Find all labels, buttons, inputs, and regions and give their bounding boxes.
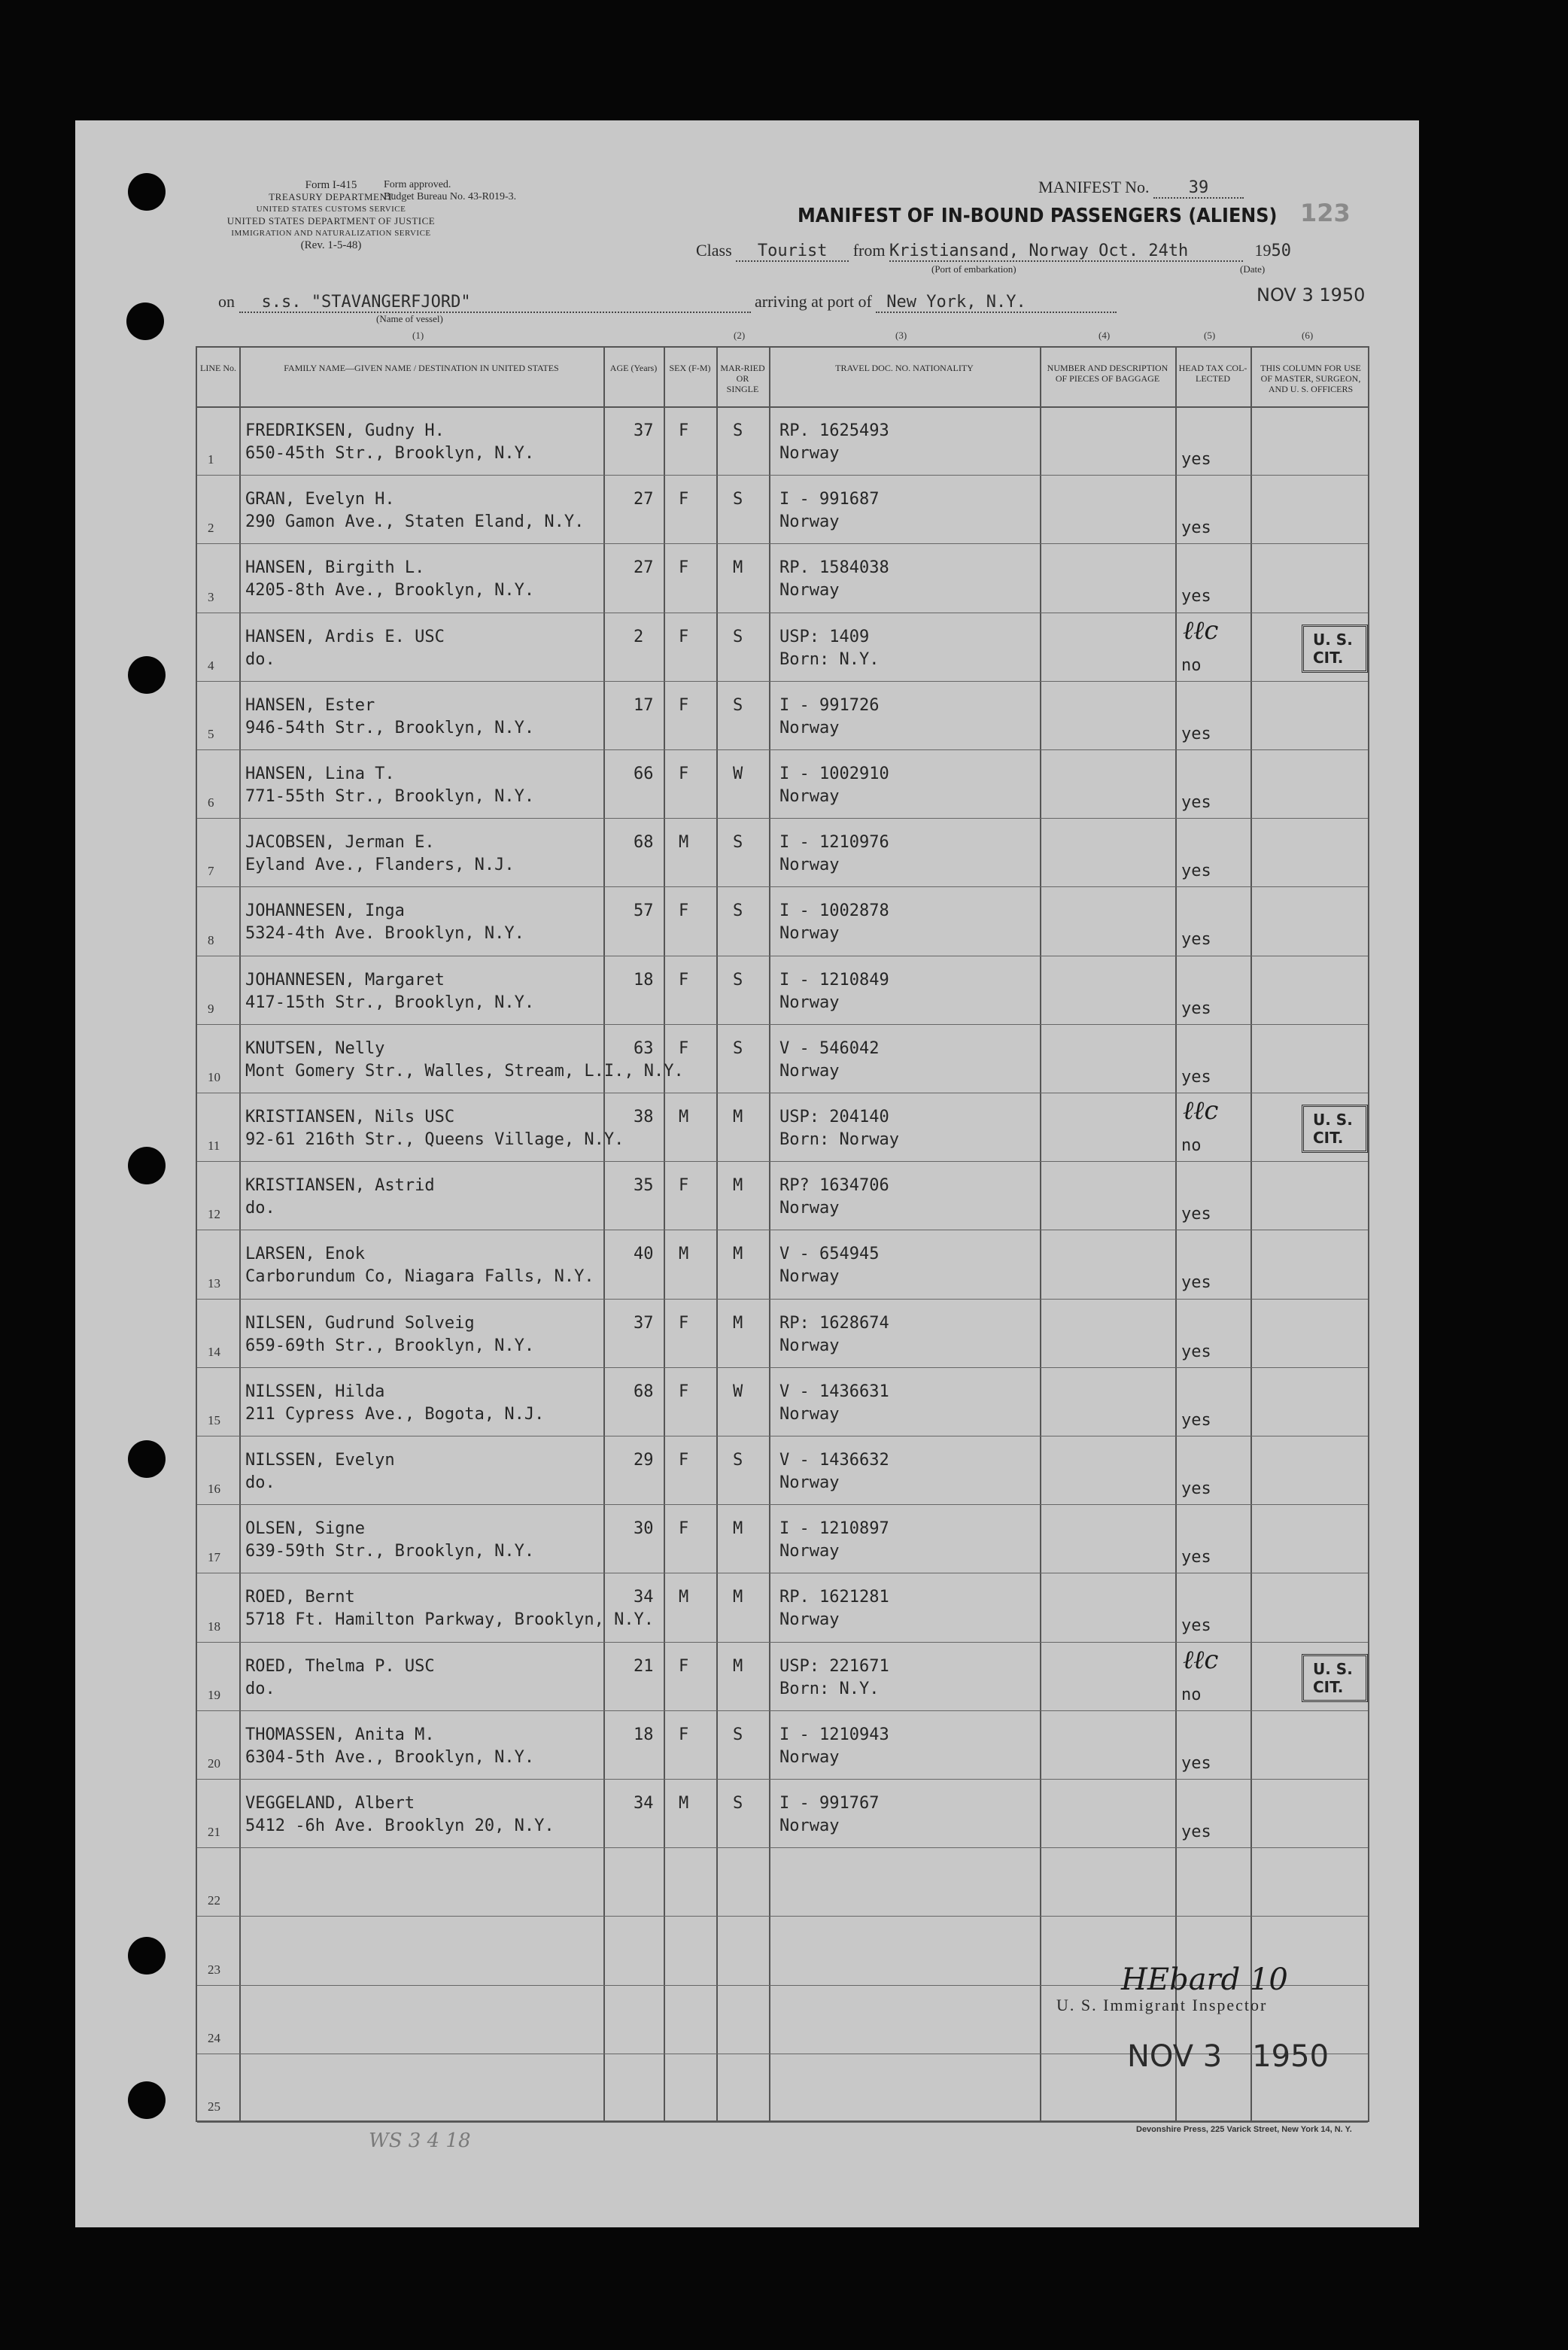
marital-status: S <box>733 490 743 509</box>
travel-document: V - 1436632 <box>779 1451 889 1470</box>
line-number: 14 <box>208 1344 220 1359</box>
age-value: 30 <box>634 1519 654 1539</box>
nationality: Norway <box>779 1816 840 1835</box>
sex-value: F <box>679 970 689 990</box>
treasury-department: TREASURY DEPARTMENT <box>269 191 394 202</box>
sex-value: F <box>679 1176 689 1196</box>
row-rule <box>197 1916 1368 1917</box>
line-number: 24 <box>208 2030 220 2045</box>
nationality: Norway <box>779 512 840 532</box>
form-number: Form I-415 <box>305 179 357 191</box>
destination-address: 290 Gamon Ave., Staten Eland, N.Y. <box>245 512 585 532</box>
column-header: FAMILY NAME—GIVEN NAME / DESTINATION IN UNITED STATES <box>284 363 559 373</box>
passenger-name: LARSEN, Enok <box>245 1245 365 1264</box>
travel-document: USP: 204140 <box>779 1108 889 1126</box>
row-rule <box>197 1642 1368 1643</box>
marital-status: S <box>733 901 743 921</box>
officer-initials: ℓℓc <box>1183 615 1219 646</box>
us-citizen-stamp: U. S. CIT. <box>1302 1105 1368 1153</box>
marital-status: M <box>733 1108 743 1126</box>
nationality: Born: Norway <box>779 1130 899 1149</box>
line-number: 3 <box>208 589 214 604</box>
row-rule <box>197 2122 1368 2123</box>
ins-service: IMMIGRATION AND NATURALIZATION SERVICE <box>231 229 431 238</box>
travel-document: I - 1210849 <box>779 970 889 990</box>
line-number: 1 <box>208 452 214 467</box>
nationality: Born: N.Y. <box>779 1679 880 1698</box>
line-number: 22 <box>208 1893 220 1908</box>
sex-value: F <box>679 421 689 440</box>
column-header: HEAD TAX COL-LECTED <box>1178 363 1247 384</box>
destination-address: 5324-4th Ave. Brooklyn, N.Y. <box>245 924 524 944</box>
date-stamp-year: 1950 <box>1252 2039 1329 2074</box>
destination-address: do. <box>245 1473 275 1492</box>
binder-hole <box>126 302 164 340</box>
column-divider <box>664 348 665 2120</box>
column-header: THIS COLUMN FOR USE OF MASTER, SURGEON, AND U. S. OFFICERS <box>1260 363 1361 394</box>
class-value: Tourist <box>736 242 849 262</box>
age-value: 40 <box>634 1245 654 1264</box>
marital-status: S <box>733 833 743 853</box>
line-number: 10 <box>208 1070 220 1084</box>
head-tax: yes <box>1181 1205 1211 1224</box>
binder-hole <box>128 173 166 211</box>
sex-value: M <box>679 1108 689 1126</box>
sex-value: F <box>679 1451 689 1470</box>
head-tax: yes <box>1181 930 1211 950</box>
age-value: 2 <box>634 627 644 646</box>
date-caption: (Date) <box>1240 263 1266 275</box>
sex-value: F <box>679 627 689 646</box>
nationality: Norway <box>779 993 840 1012</box>
travel-document: V - 546042 <box>779 1038 880 1058</box>
nationality: Norway <box>779 924 840 944</box>
passenger-name: OLSEN, Signe <box>245 1519 365 1539</box>
passenger-name: KRISTIANSEN, Nils USC <box>245 1108 455 1126</box>
column-divider <box>1040 348 1041 2120</box>
column-number: (5) <box>1204 330 1216 341</box>
sex-value: F <box>679 1038 689 1058</box>
column-divider <box>716 348 718 2120</box>
nationality: Norway <box>779 1747 840 1767</box>
travel-document: I - 1002878 <box>779 901 889 921</box>
nationality: Norway <box>779 1267 840 1287</box>
form-approved: Form approved. <box>384 179 451 190</box>
travel-document: USP: 221671 <box>779 1656 889 1676</box>
column-divider <box>769 348 770 2120</box>
line-number: 5 <box>208 727 214 741</box>
manifest-number: 39 <box>1153 178 1244 199</box>
officer-initials: ℓℓc <box>1183 1096 1219 1126</box>
marital-status: S <box>733 970 743 990</box>
passenger-table <box>196 330 1369 2122</box>
travel-document: I - 991687 <box>779 490 880 509</box>
class-label: Class <box>696 241 732 260</box>
passenger-name: NILSEN, Gudrund Solveig <box>245 1313 475 1333</box>
column-header: NUMBER AND DESCRIPTION OF PIECES OF BAGGAGE <box>1047 363 1168 384</box>
destination-address: Eyland Ave., Flanders, N.J. <box>245 856 515 875</box>
nationality: Norway <box>779 1473 840 1492</box>
destination-address: 771-55th Str., Brooklyn, N.Y. <box>245 787 535 806</box>
head-tax: yes <box>1181 450 1211 469</box>
row-rule <box>197 543 1368 544</box>
arrival-date-stamp: NOV 3 1950 <box>1257 284 1366 306</box>
nationality: Norway <box>779 1061 840 1081</box>
age-value: 68 <box>634 1382 654 1401</box>
marital-status: W <box>733 765 743 783</box>
travel-document: USP: 1409 <box>779 627 870 646</box>
column-number: (6) <box>1302 330 1314 341</box>
travel-document: RP? 1634706 <box>779 1176 889 1196</box>
marital-status: M <box>733 558 743 578</box>
column-header: LINE No. <box>200 363 236 373</box>
line-number: 13 <box>208 1275 220 1291</box>
nationality: Born: N.Y. <box>779 649 880 669</box>
column-divider <box>1250 348 1252 2120</box>
marital-status: S <box>733 1038 743 1058</box>
row-rule <box>197 1710 1368 1711</box>
sex-value: F <box>679 1313 689 1333</box>
head-tax: no <box>1181 655 1202 675</box>
destination-address: 417-15th Str., Brooklyn, N.Y. <box>245 993 535 1012</box>
row-rule <box>197 1367 1368 1368</box>
line-number: 12 <box>208 1207 220 1222</box>
manifest-sheet <box>75 120 1419 2227</box>
nationality: Norway <box>779 718 840 737</box>
age-value: 18 <box>634 1725 654 1744</box>
binder-hole <box>128 2081 166 2119</box>
age-value: 57 <box>634 901 654 921</box>
line-number: 16 <box>208 1482 220 1497</box>
vessel-name: s.s. "STAVANGERFJORD" <box>239 293 751 313</box>
age-value: 66 <box>634 765 654 783</box>
nationality: Norway <box>779 1336 840 1355</box>
passenger-name: ROED, Bernt <box>245 1588 355 1607</box>
destination-address: 5412 -6h Ave. Brooklyn 20, N.Y. <box>245 1816 555 1835</box>
row-rule <box>197 1847 1368 1848</box>
age-value: 27 <box>634 558 654 578</box>
age-value: 17 <box>634 695 654 715</box>
travel-document: I - 1210976 <box>779 833 889 853</box>
inspection-date-stamp <box>1127 2039 1329 2074</box>
destination-address: Carborundum Co, Niagara Falls, N.Y. <box>245 1267 594 1287</box>
arriving-label: arriving at port of <box>755 292 872 311</box>
travel-document: V - 654945 <box>779 1245 880 1264</box>
marital-status: S <box>733 695 743 715</box>
head-tax: yes <box>1181 1823 1211 1841</box>
year-prefix: 19 <box>1254 241 1272 260</box>
age-value: 68 <box>634 833 654 853</box>
head-tax: yes <box>1181 862 1211 881</box>
line-number: 4 <box>208 658 214 673</box>
destination-address: 211 Cypress Ave., Bogota, N.J. <box>245 1404 545 1424</box>
destination-address: 4205-8th Ave., Brooklyn, N.Y. <box>245 581 535 600</box>
marital-status: M <box>733 1588 743 1607</box>
passenger-name: HANSEN, Birgith L. <box>245 558 425 578</box>
passenger-name: FREDRIKSEN, Gudny H. <box>245 421 445 440</box>
inspector-label: U. S. Immigrant Inspector <box>1056 1996 1268 2014</box>
nationality: Norway <box>779 1404 840 1424</box>
passenger-name: HANSEN, Ester <box>245 695 375 715</box>
sex-value: M <box>679 1794 689 1813</box>
arrival-port: New York, N.Y. <box>876 293 1117 313</box>
row-rule <box>197 749 1368 750</box>
nationality: Norway <box>779 1542 840 1561</box>
destination-address: do. <box>245 649 275 669</box>
age-value: 38 <box>634 1108 654 1126</box>
sex-value: M <box>679 1245 689 1264</box>
line-number: 21 <box>208 1825 220 1840</box>
officer-initials: ℓℓc <box>1183 1644 1219 1675</box>
travel-document: RP. 1584038 <box>779 558 889 578</box>
page-title: MANIFEST OF IN-BOUND PASSENGERS (ALIENS) <box>798 205 1278 227</box>
marital-status: M <box>733 1245 743 1264</box>
age-value: 35 <box>634 1176 654 1196</box>
column-header: MAR-RIED OR SINGLE <box>720 363 765 394</box>
row-rule <box>197 475 1368 476</box>
column-number: (2) <box>734 330 746 341</box>
marital-status: S <box>733 1451 743 1470</box>
column-header: SEX (F-M) <box>669 363 711 373</box>
sex-value: F <box>679 1519 689 1539</box>
age-value: 34 <box>634 1588 654 1607</box>
head-tax: yes <box>1181 1067 1211 1087</box>
column-header: AGE (Years) <box>609 363 658 373</box>
year-value: 50 <box>1271 242 1291 260</box>
passenger-name: KRISTIANSEN, Astrid <box>245 1176 435 1196</box>
head-tax: no <box>1181 1136 1202 1155</box>
age-value: 21 <box>634 1656 654 1676</box>
sex-value: F <box>679 1656 689 1676</box>
line-number: 2 <box>208 521 214 536</box>
marital-status: S <box>733 1794 743 1813</box>
row-rule <box>197 681 1368 682</box>
binder-hole <box>128 656 166 694</box>
travel-document: RP. 1625493 <box>779 421 889 440</box>
approval-block <box>384 179 516 203</box>
us-citizen-stamp: U. S. CIT. <box>1302 1654 1368 1702</box>
passenger-name: NILSSEN, Evelyn <box>245 1451 395 1470</box>
head-tax: yes <box>1181 518 1211 538</box>
binder-hole <box>128 1440 166 1478</box>
sex-value: F <box>679 901 689 921</box>
marital-status: M <box>733 1313 743 1333</box>
age-value: 29 <box>634 1451 654 1470</box>
marital-status: M <box>733 1176 743 1196</box>
passenger-name: JOHANNESEN, Margaret <box>245 970 445 990</box>
header-rule <box>197 406 1368 408</box>
line-number: 6 <box>208 795 214 810</box>
marital-status: M <box>733 1519 743 1539</box>
line-number: 17 <box>208 1550 220 1565</box>
head-tax: yes <box>1181 1273 1211 1293</box>
destination-address: do. <box>245 1679 275 1698</box>
manifest-label: MANIFEST No. <box>1038 178 1150 196</box>
budget-bureau: Budget Bureau No. 43-R019-3. <box>384 191 517 202</box>
embarkation-value: Kristiansand, Norway Oct. 24th <box>889 242 1243 262</box>
column-header: TRAVEL DOC. NO. NATIONALITY <box>835 363 974 373</box>
column-divider <box>239 348 241 2120</box>
travel-document: I - 1210943 <box>779 1725 889 1744</box>
nationality: Norway <box>779 1199 840 1218</box>
destination-address: 5718 Ft. Hamilton Parkway, Brooklyn, N.Y. <box>245 1610 655 1630</box>
marital-status: S <box>733 421 743 440</box>
age-value: 37 <box>634 421 654 440</box>
passenger-name: HANSEN, Ardis E. USC <box>245 627 445 646</box>
travel-document: I - 1002910 <box>779 765 889 783</box>
row-rule <box>197 1779 1368 1780</box>
line-number: 23 <box>208 1962 220 1977</box>
age-value: 27 <box>634 490 654 509</box>
vessel-caption: (Name of vessel) <box>376 313 443 324</box>
line-number: 19 <box>208 1687 220 1702</box>
printer-imprint: Devonshire Press, 225 Varick Street, New York 14, N. Y. <box>1136 2125 1352 2134</box>
column-divider <box>1175 348 1177 2120</box>
destination-address: 639-59th Str., Brooklyn, N.Y. <box>245 1542 535 1561</box>
row-rule <box>197 1299 1368 1300</box>
passenger-name: HANSEN, Lina T. <box>245 765 395 783</box>
us-citizen-stamp: U. S. CIT. <box>1302 625 1368 673</box>
line-number: 9 <box>208 1001 214 1016</box>
stamped-page-number: 123 <box>1300 199 1351 227</box>
marital-status: S <box>733 627 743 646</box>
line-number: 20 <box>208 1756 220 1771</box>
destination-address: 659-69th Str., Brooklyn, N.Y. <box>245 1336 535 1355</box>
nationality: Norway <box>779 787 840 806</box>
date-stamp-month: NOV 3 <box>1127 2039 1223 2074</box>
age-value: 34 <box>634 1794 654 1813</box>
binder-hole <box>128 1937 166 1975</box>
class-line <box>696 241 1291 262</box>
travel-document: RP: 1628674 <box>779 1313 889 1333</box>
row-rule <box>197 1504 1368 1505</box>
sex-value: F <box>679 490 689 509</box>
sex-value: F <box>679 765 689 783</box>
line-number: 11 <box>208 1139 220 1154</box>
age-value: 37 <box>634 1313 654 1333</box>
age-value: 18 <box>634 970 654 990</box>
sex-value: F <box>679 695 689 715</box>
customs-service: UNITED STATES CUSTOMS SERVICE <box>256 205 406 214</box>
age-value: 63 <box>634 1038 654 1058</box>
nationality: Norway <box>779 1610 840 1630</box>
justice-department: UNITED STATES DEPARTMENT OF JUSTICE <box>226 215 436 226</box>
row-rule <box>197 1024 1368 1025</box>
nationality: Norway <box>779 856 840 875</box>
travel-document: V - 1436631 <box>779 1382 889 1401</box>
passenger-name: THOMASSEN, Anita M. <box>245 1725 435 1744</box>
line-number: 25 <box>208 2099 220 2114</box>
row-rule <box>197 818 1368 819</box>
head-tax: yes <box>1181 587 1211 607</box>
pencil-annotation: WS 3 4 18 <box>369 2130 471 2152</box>
head-tax: no <box>1181 1685 1202 1704</box>
column-divider <box>603 348 605 2120</box>
sex-value: F <box>679 1382 689 1401</box>
inspector-signature: HEbard 10 <box>1121 1962 1288 1997</box>
head-tax: yes <box>1181 1410 1211 1430</box>
manifest-number-line <box>1038 178 1244 199</box>
from-label: from <box>852 241 886 260</box>
vessel-line <box>218 292 1117 313</box>
on-label: on <box>218 292 235 311</box>
row-rule <box>197 886 1368 887</box>
destination-address: Mont Gomery Str., Walles, Stream, L.I., N.Y. <box>245 1061 684 1081</box>
passenger-name: ROED, Thelma P. USC <box>245 1656 435 1676</box>
destination-address: 6304-5th Ave., Brooklyn, N.Y. <box>245 1747 535 1767</box>
head-tax: yes <box>1181 724 1211 743</box>
head-tax: yes <box>1181 999 1211 1018</box>
destination-address: 650-45th Str., Brooklyn, N.Y. <box>245 444 535 463</box>
passenger-name: GRAN, Evelyn H. <box>245 490 395 509</box>
passenger-name: KNUTSEN, Nelly <box>245 1038 385 1058</box>
head-tax: yes <box>1181 1616 1211 1636</box>
marital-status: W <box>733 1382 743 1401</box>
marital-status: M <box>733 1656 743 1676</box>
passenger-name: NILSSEN, Hilda <box>245 1382 385 1401</box>
column-number: (4) <box>1099 330 1111 341</box>
passenger-name: JOHANNESEN, Inga <box>245 901 405 921</box>
passenger-name: VEGGELAND, Albert <box>245 1794 415 1813</box>
destination-address: 946-54th Str., Brooklyn, N.Y. <box>245 718 535 737</box>
head-tax: yes <box>1181 1479 1211 1498</box>
sex-value: F <box>679 1725 689 1744</box>
line-number: 7 <box>208 864 214 879</box>
head-tax: yes <box>1181 1342 1211 1361</box>
embarkation-caption: (Port of embarkation) <box>931 263 1016 275</box>
line-number: 15 <box>208 1413 220 1427</box>
travel-document: I - 991767 <box>779 1794 880 1813</box>
column-number: (3) <box>895 330 907 341</box>
head-tax: yes <box>1181 1753 1211 1773</box>
passenger-name: JACOBSEN, Jerman E. <box>245 833 435 853</box>
travel-document: RP. 1621281 <box>779 1588 889 1607</box>
travel-document: I - 991726 <box>779 695 880 715</box>
binder-hole <box>128 1147 166 1184</box>
line-number: 18 <box>208 1619 220 1634</box>
destination-address: do. <box>245 1199 275 1218</box>
head-tax: yes <box>1181 793 1211 812</box>
head-tax: yes <box>1181 1548 1211 1567</box>
row-rule <box>197 1161 1368 1162</box>
travel-document: I - 1210897 <box>779 1519 889 1539</box>
column-number: (1) <box>412 330 424 341</box>
nationality: Norway <box>779 444 840 463</box>
sex-value: M <box>679 1588 689 1607</box>
sex-value: M <box>679 833 689 853</box>
form-revision: (Rev. 1-5-48) <box>300 239 362 251</box>
destination-address: 92-61 216th Str., Queens Village, N.Y. <box>245 1130 624 1149</box>
sex-value: F <box>679 558 689 578</box>
marital-status: S <box>733 1725 743 1744</box>
nationality: Norway <box>779 581 840 600</box>
line-number: 8 <box>208 932 214 947</box>
